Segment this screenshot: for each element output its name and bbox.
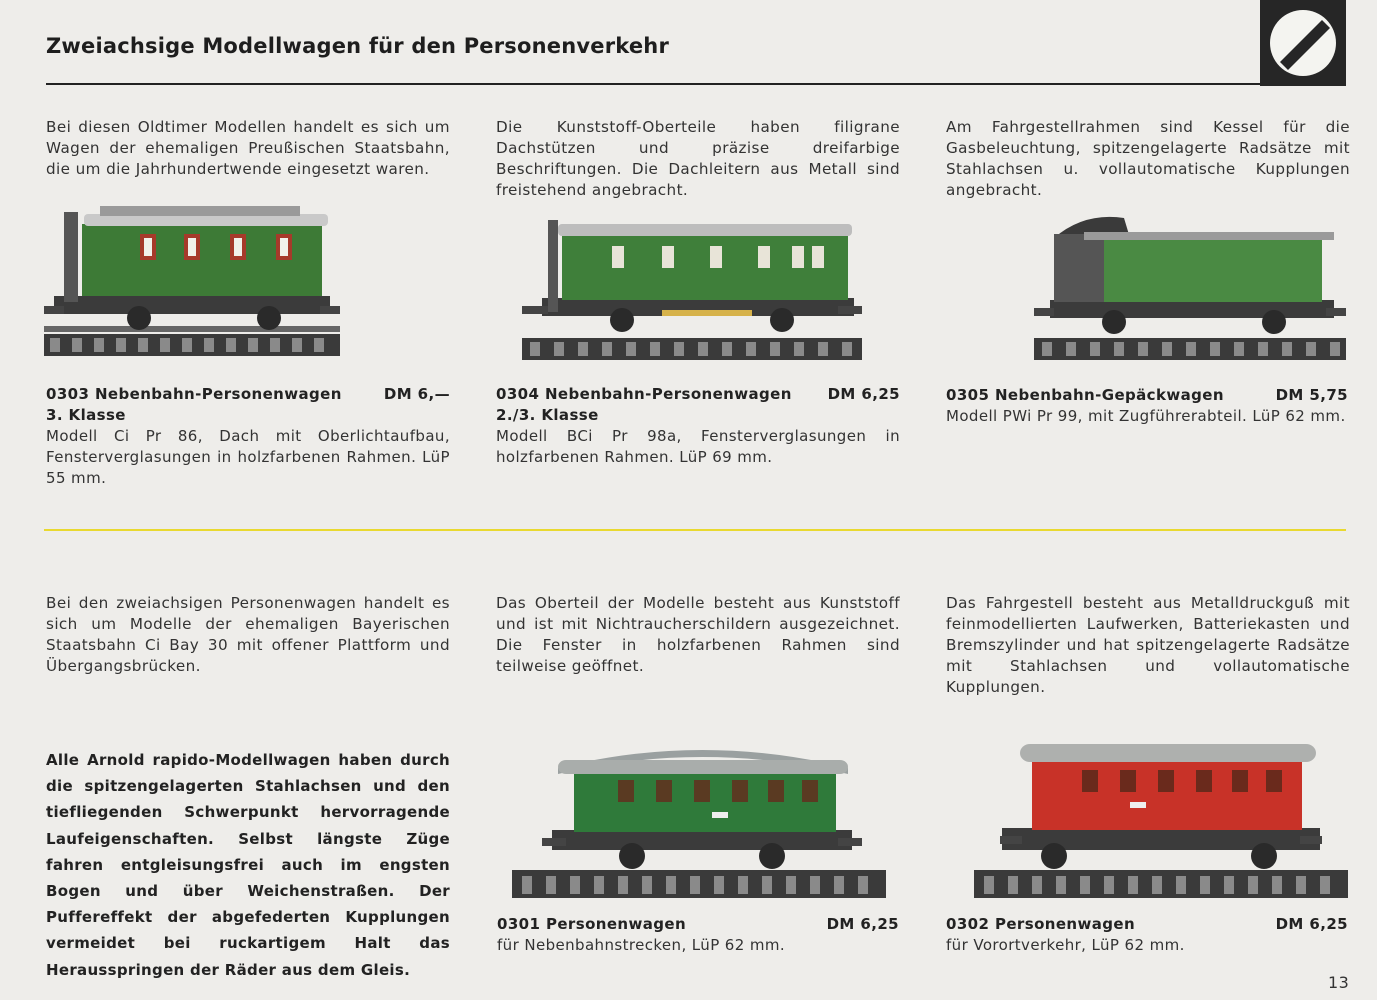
- product-title: 0305 Nebenbahn-Gepäckwagen: [946, 386, 1224, 404]
- wagon-image-0305: [1034, 212, 1346, 364]
- product-0305: [946, 385, 1348, 427]
- wagon-image-0302: [974, 740, 1348, 902]
- intro-paragraph-1: Bei diesen Oldtimer Modellen handelt es sich um Wagen der ehemaligen Preußischen Staatsbahn, die um die Jahrhundertwende eingesetzt waren.: [46, 118, 450, 178]
- intro2-paragraph-1: Bei den zweiachsigen Personenwagen handelt es sich um Modelle der ehemaligen Bayerischen Staatsbahn Ci Bay 30 mit offener Plattform und Übergangsbrücken.: [46, 594, 450, 675]
- wagon-image-0303: [44, 206, 340, 366]
- product-description: für Vorortverkehr, LüP 62 mm.: [946, 936, 1185, 954]
- intro-paragraph-2: Die Kunststoff-Oberteile haben filigrane Dachstützen und präzise dreifarbige Beschriftungen. Die Dachleitern aus Metall sind freistehend angebracht.: [496, 118, 900, 199]
- product-subtitle: 2./3. Klasse: [496, 406, 599, 424]
- product-subtitle: 3. Klasse: [46, 406, 126, 424]
- wagon-image-0304: [522, 218, 862, 364]
- product-title: 0303 Nebenbahn-Personenwagen: [46, 385, 342, 403]
- product-description: Modell Ci Pr 86, Dach mit Oberlichtaufbau, Fensterverglasungen in holzfarbenen Rahmen. LüP 55 mm.: [46, 427, 450, 487]
- page-title: Zweiachsige Modellwagen für den Personenverkehr: [46, 34, 670, 58]
- page-number: 13: [1328, 973, 1350, 992]
- product-0304: [496, 384, 900, 468]
- header-rule: [46, 83, 1346, 85]
- product-0301: [497, 914, 899, 956]
- intro-paragraph-3: Am Fahrgestellrahmen sind Kessel für die Gasbeleuchtung, spitzengelagerte Radsätze mit Stahlachsen u. vollautomatische Kupplungen angebracht.: [946, 118, 1350, 199]
- product-0302: [946, 914, 1348, 956]
- product-title: 0304 Nebenbahn-Personenwagen: [496, 385, 792, 403]
- section-divider: [44, 529, 1346, 531]
- product-description: für Nebenbahnstrecken, LüP 62 mm.: [497, 936, 786, 954]
- product-description: Modell BCi Pr 98a, Fensterverglasungen in holzfarbenen Rahmen. LüP 69 mm.: [496, 427, 900, 466]
- product-title: 0301 Personenwagen: [497, 915, 687, 933]
- product-price: DM 6,25: [827, 385, 900, 403]
- product-title: 0302 Personenwagen: [946, 915, 1136, 933]
- intro2-paragraph-3: Das Fahrgestell besteht aus Metalldruckguß mit feinmodellierten Laufwerken, Batteriekasten und Bremszylinder und hat spitzengelagerte Radsätze mit Stahlachsen und vollautomatische Kupplungen.: [946, 594, 1350, 696]
- prohibition-logo-icon: [1260, 0, 1346, 86]
- intro2-paragraph-2: Das Oberteil der Modelle besteht aus Kunststoff und ist mit Nichtraucherschildern ausgezeichnet. Die Fenster in holzfarbenen Rahmen sind teilweise geöffnet.: [496, 594, 900, 675]
- product-price: DM 5,75: [1275, 386, 1348, 404]
- product-description: Modell PWi Pr 99, mit Zugführerabteil. LüP 62 mm.: [946, 407, 1346, 425]
- product-price: DM 6,—: [383, 385, 450, 403]
- product-price: DM 6,25: [1275, 915, 1348, 933]
- product-0303: [46, 384, 450, 489]
- brand-logo: [1260, 0, 1346, 86]
- product-price: DM 6,25: [826, 915, 899, 933]
- wagon-image-0301: [512, 746, 886, 908]
- quality-note: Alle Arnold rapido-Modellwagen haben durch die spitzengelagerten Stahlachsen und den tiefliegenden Schwerpunkt hervorragende Laufeigenschaften. Selbst längste Züge fahren entgleisungsfrei auch im engsten Bogen und über Weichenstraßen. Der Puffereffekt der abgefederten Kupplungen vermeidet bei ruckartigem Halt das Herausspringen der Räder aus dem Gleis.: [46, 751, 450, 979]
